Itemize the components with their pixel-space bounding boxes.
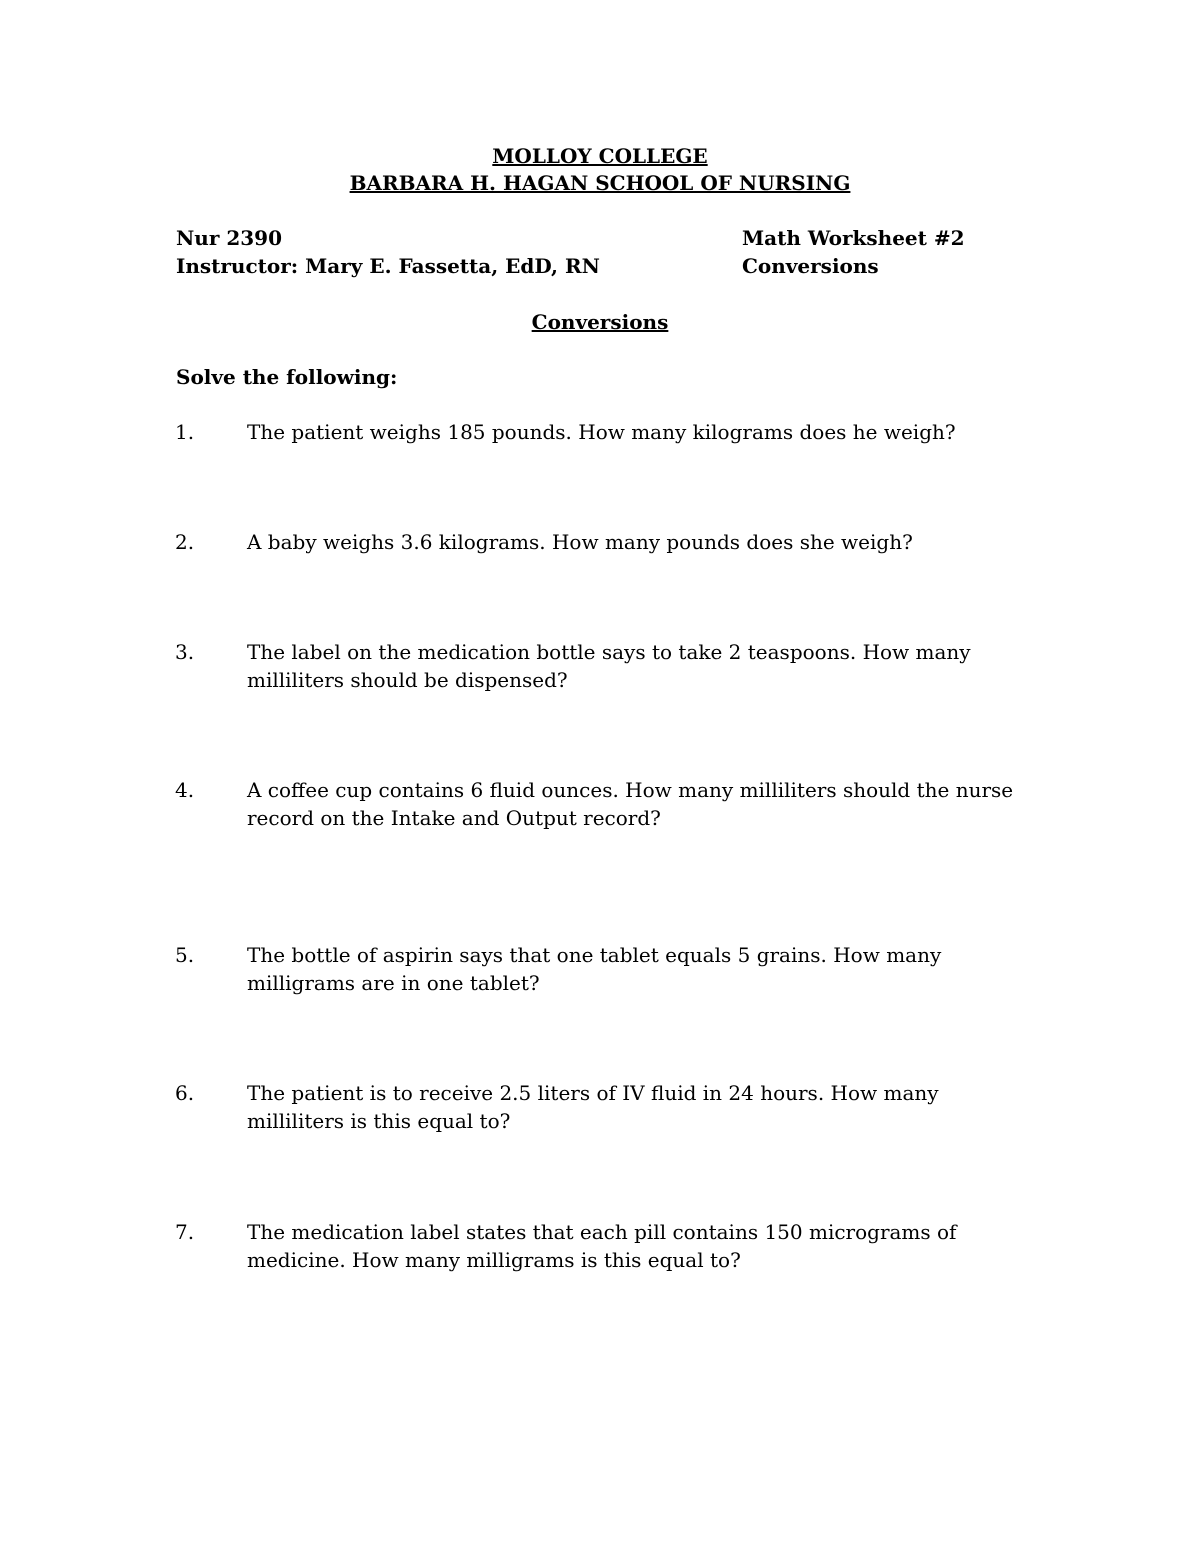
question-text: The label on the medication bottle says to take 2 teaspoons. How many milliliters should be dispensed? xyxy=(247,640,971,692)
question-number: 1. xyxy=(175,420,195,444)
instructions: Solve the following: xyxy=(176,365,398,389)
college-name: MOLLOY COLLEGE xyxy=(492,144,708,168)
instructor-line: Instructor: Mary E. Fassetta, EdD, RN xyxy=(176,254,600,278)
question-text: The bottle of aspirin says that one tablet equals 5 grains. How many milligrams are in one tablet? xyxy=(247,943,942,995)
question-number: 7. xyxy=(175,1220,195,1244)
course-number: Nur 2390 xyxy=(176,226,282,250)
question-number: 5. xyxy=(175,943,195,967)
question-text: The patient weighs 185 pounds. How many kilograms does he weigh? xyxy=(247,420,956,444)
question-number: 3. xyxy=(175,640,195,664)
question-number: 2. xyxy=(175,530,195,554)
question-number: 6. xyxy=(175,1081,195,1105)
section-title: Conversions xyxy=(531,310,669,334)
question-text: The patient is to receive 2.5 liters of IV fluid in 24 hours. How many milliliters is this equal to? xyxy=(247,1081,939,1133)
question-text: A baby weighs 3.6 kilograms. How many pounds does she weigh? xyxy=(247,530,913,554)
question-text: A coffee cup contains 6 fluid ounces. How many milliliters should the nurse record on the Intake and Output record? xyxy=(247,778,1014,830)
question-text: The medication label states that each pill contains 150 micrograms of medicine. How many milligrams is this equal to? xyxy=(247,1220,957,1272)
question-number: 4. xyxy=(175,778,195,802)
worksheet-title: Math Worksheet #2 xyxy=(742,226,965,250)
school-name: BARBARA H. HAGAN SCHOOL OF NURSING xyxy=(349,171,851,195)
worksheet-topic: Conversions xyxy=(742,254,879,278)
